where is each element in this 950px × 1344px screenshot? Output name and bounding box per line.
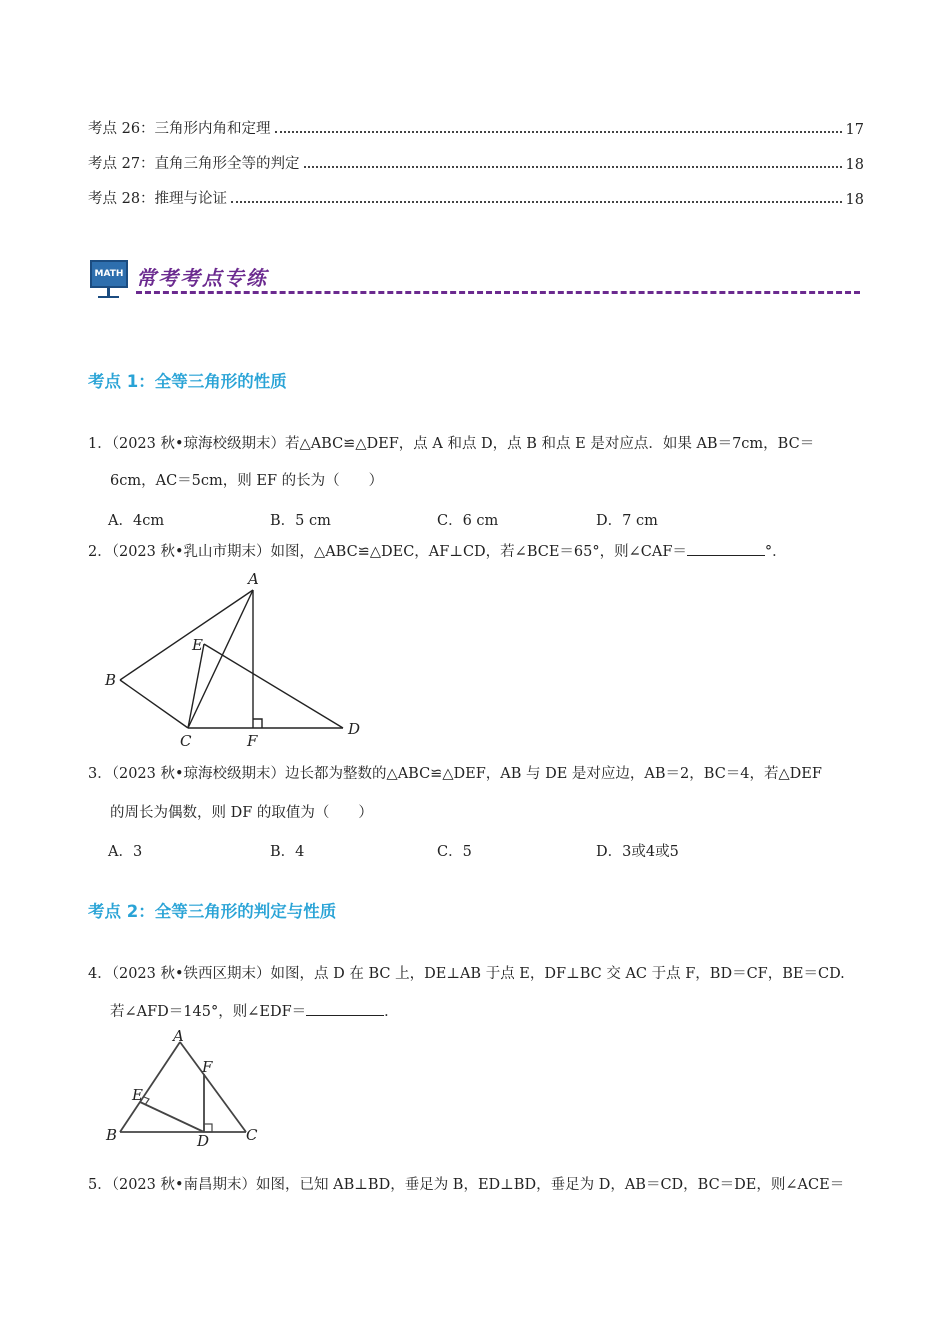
q4-label-e: E bbox=[132, 1086, 143, 1104]
q4-label-d: D bbox=[197, 1132, 210, 1148]
q4-text-after: ． bbox=[384, 1004, 399, 1020]
q1-line1: 1．（2023 秋•琼海校级期末）若△ABC≌△DEF，点 A 和点 D，点 B 和点 E 是对应点．如果 AB＝7cm，BC＝ bbox=[88, 436, 815, 452]
q2-segment-ce bbox=[188, 644, 204, 728]
q4-line2 bbox=[110, 995, 399, 1029]
section-title-1: 考点 1：全等三角形的性质 bbox=[88, 372, 287, 391]
q2-label-b: B bbox=[105, 671, 117, 689]
q4-label-a: A bbox=[173, 1030, 184, 1045]
banner-title: 常考考点专练 bbox=[136, 266, 268, 290]
toc-page: 17 bbox=[845, 122, 864, 138]
q4-figure bbox=[100, 1030, 270, 1148]
q4-segment-ed bbox=[140, 1102, 204, 1132]
toc-entry-27[interactable] bbox=[88, 151, 864, 173]
q4-label-f: F bbox=[202, 1058, 213, 1076]
banner-divider bbox=[136, 291, 860, 294]
toc-page: 18 bbox=[845, 157, 864, 173]
math-board-base bbox=[98, 296, 119, 298]
q1-option-c[interactable]: C．6 cm bbox=[437, 513, 499, 529]
toc-label: 考点 28：推理与论证 bbox=[88, 191, 228, 207]
q2-label-e: E bbox=[192, 636, 203, 654]
math-board-icon: MATH bbox=[90, 260, 128, 288]
q2-segment-ca bbox=[188, 590, 253, 728]
toc-leader bbox=[275, 131, 842, 133]
q4-right-angle-mark-d bbox=[204, 1124, 212, 1132]
q4-segment-ab bbox=[120, 1042, 180, 1132]
q4-label-b: B bbox=[106, 1126, 118, 1144]
q2-segment-ab bbox=[120, 590, 253, 680]
q3-option-a[interactable]: A．3 bbox=[108, 844, 143, 860]
section-banner bbox=[88, 258, 860, 302]
q1-line2: 6cm，AC＝5cm，则 EF 的长为（ ） bbox=[110, 473, 384, 489]
toc-leader bbox=[231, 201, 841, 203]
q4-text-before: 若∠AFD＝145°，则∠EDF＝ bbox=[110, 1004, 307, 1020]
q2-label-a: A bbox=[248, 570, 259, 588]
toc-entry-26[interactable] bbox=[88, 116, 864, 138]
q1-option-a[interactable]: A．4cm bbox=[108, 513, 165, 529]
q3-option-d[interactable]: D．3或4或5 bbox=[596, 844, 679, 860]
q3-line1: 3．（2023 秋•琼海校级期末）边长都为整数的△ABC≌△DEF，AB 与 DE 是对应边，AB＝2，BC＝4，若△DEF bbox=[88, 766, 822, 782]
toc-label: 考点 27：直角三角形全等的判定 bbox=[88, 156, 300, 172]
q5-line1: 5．（2023 秋•南昌期末）如图，已知 AB⊥BD，垂足为 B，ED⊥BD，垂足为 D，AB＝CD，BC＝DE，则∠ACE＝ bbox=[88, 1177, 845, 1193]
toc-label: 考点 26：三角形内角和定理 bbox=[88, 121, 271, 137]
q4-segment-ac bbox=[180, 1042, 246, 1132]
q1-option-d[interactable]: D．7 cm bbox=[596, 513, 658, 529]
q4-answer-blank[interactable] bbox=[306, 1001, 384, 1016]
toc-page: 18 bbox=[845, 192, 864, 208]
q3-line2: 的周长为偶数，则 DF 的取值为（ ） bbox=[110, 805, 373, 821]
toc-entry-28[interactable] bbox=[88, 186, 864, 208]
q2-figure bbox=[100, 568, 370, 752]
q1-option-b[interactable]: B．5 cm bbox=[270, 513, 331, 529]
q2-segment-bc bbox=[120, 680, 188, 728]
q2-text-after: °． bbox=[764, 544, 787, 560]
q2-label-f: F bbox=[247, 732, 258, 750]
q4-line1: 4．（2023 秋•铁西区期末）如图，点 D 在 BC 上，DE⊥AB 于点 E，DF⊥BC 交 AC 于点 F，BD＝CF，BE＝CD. bbox=[88, 966, 845, 982]
q2-label-c: C bbox=[180, 732, 192, 750]
q4-label-c: C bbox=[246, 1126, 258, 1144]
q3-option-b[interactable]: B．4 bbox=[270, 844, 305, 860]
q2-text bbox=[88, 535, 787, 569]
q2-label-d: D bbox=[348, 720, 361, 738]
q2-answer-blank[interactable] bbox=[687, 541, 765, 556]
section-title-2: 考点 2：全等三角形的判定与性质 bbox=[88, 902, 337, 921]
q3-option-c[interactable]: C．5 bbox=[437, 844, 472, 860]
q2-text-before: 2．（2023 秋•乳山市期末）如图，△ABC≌△DEC，AF⊥CD，若∠BCE＝65°，则∠CAF＝ bbox=[88, 544, 687, 560]
q2-segment-ed bbox=[204, 644, 343, 728]
q2-right-angle-mark bbox=[253, 719, 262, 728]
toc-leader bbox=[304, 166, 842, 168]
